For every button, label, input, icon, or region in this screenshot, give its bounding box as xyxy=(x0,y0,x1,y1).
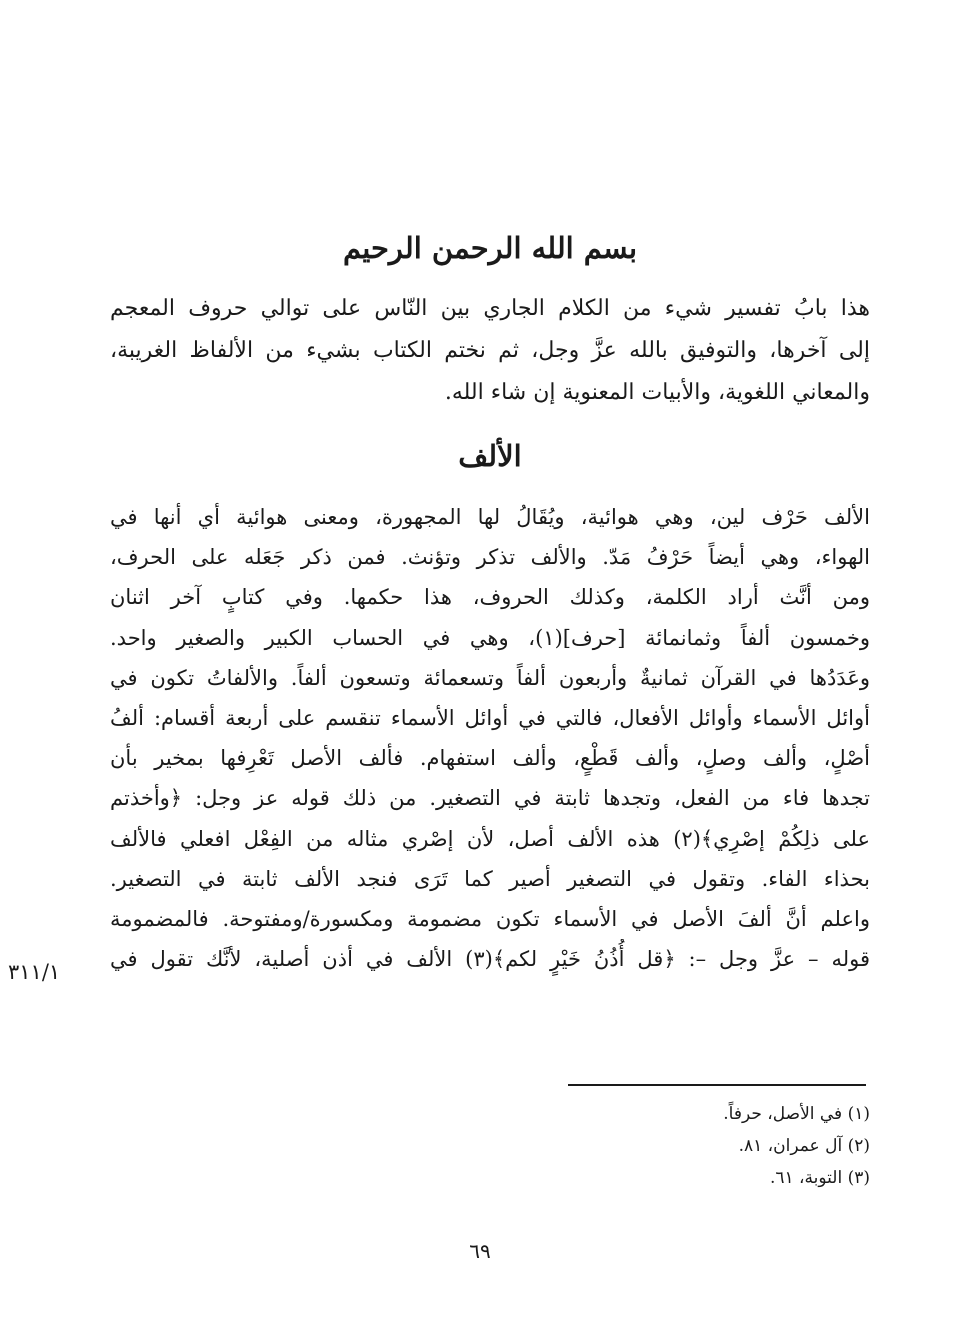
body-line: وعَدَدُها في القرآن ثمانيةٌ وأربعون ألفاً وتسعمائة وتسعون ألفاً. والألفاتُ تكون في xyxy=(110,665,870,690)
intro-line: هذا بابُ تفسير شيء من الكلام الجاري بين النّاس على توالي حروف المعجم xyxy=(110,296,870,321)
footnote: (١) في الأصل، حرفاً. xyxy=(723,1104,870,1124)
body-line: على ذلِكُمْ إصْرِي﴾(٢) هذه الألف أصل، لأن إصْري مثاله من الفِعْل افعلي فالألف xyxy=(110,826,870,851)
footnote: (٢) آل عمران، ٨١. xyxy=(738,1136,870,1156)
intro-line: والمعاني اللغوية، والأبيات المعنوية إن شاء الله. xyxy=(444,380,870,405)
intro-line: إلى آخرها، والتوفيق بالله عزَّ وجل، ثم نختم الكتاب بشيء من الألفاظ الغريبة، xyxy=(110,338,870,363)
body-line: أصْلٍ، وألف وصلٍ، وألف قَطْعٍ، وألف استفهام. فألف الأصل تَعْرِفها بمخير بأن xyxy=(110,746,870,771)
basmala-heading: بسم الله الرحمن الرحيم xyxy=(342,231,638,265)
body-line: الهواء، وهي أيضاً حَرْفُ مَدّ. والألف تذكر وتؤنث. فمن ذكر جَعَله على الحرف، xyxy=(110,545,870,570)
footnote: (٣) التوبة، ٦١. xyxy=(769,1168,870,1188)
body-line: أوائل الأسماء وأوائل الأفعال، فالتي في أوائل الأسماء تنقسم على أربعة أقسام: ألفُ xyxy=(110,706,870,731)
body-line: الألف حَرْف لين، وهي هوائية، ويُقَالُ لها المجهورة، ومعنى هوائية أي أنها في xyxy=(110,505,870,529)
footnotes xyxy=(560,1098,870,1194)
intro-paragraph xyxy=(110,288,870,414)
body-paragraph xyxy=(110,497,870,979)
body-line: تجدها فاء من الفعل، وتجدها ثابتة في التصغير. من ذلك قوله عز وجل: ﴿وأخذتم xyxy=(110,786,870,811)
footnote-divider xyxy=(568,1084,866,1086)
body-line: ومن أنَّث أراد الكلمة، وكذلك الحروف، هذا حكمها. وفي كتابٍ آخر اثنان xyxy=(110,585,870,610)
section-heading: الألف xyxy=(458,439,522,473)
body-line: قوله – عزَّ وجل –: ﴿قل أُذُنُ خَيْرٍ لكم﴾(٣) الألف في أذن أصلية، لأنَّك تقول في xyxy=(110,947,870,972)
body-line: واعلم أنَّ ألفَ الأصل في الأسماء تكون مضمومة ومكسورة/ومفتوحة. فالمضمومة xyxy=(110,907,870,932)
page-number: ٦٩ xyxy=(469,1239,491,1263)
body-line: بحذاء الفاء. وتقول في التصغير أصير كما تَرَى فنجد الألف ثابتة في التصغير. xyxy=(110,866,870,891)
body-line: وخمسون ألفاً وثمانمائة [حرف](١)، وهي في الحساب الكبير والصغير واحد. xyxy=(110,625,870,650)
margin-reference: ٣١١/١ xyxy=(8,960,61,984)
